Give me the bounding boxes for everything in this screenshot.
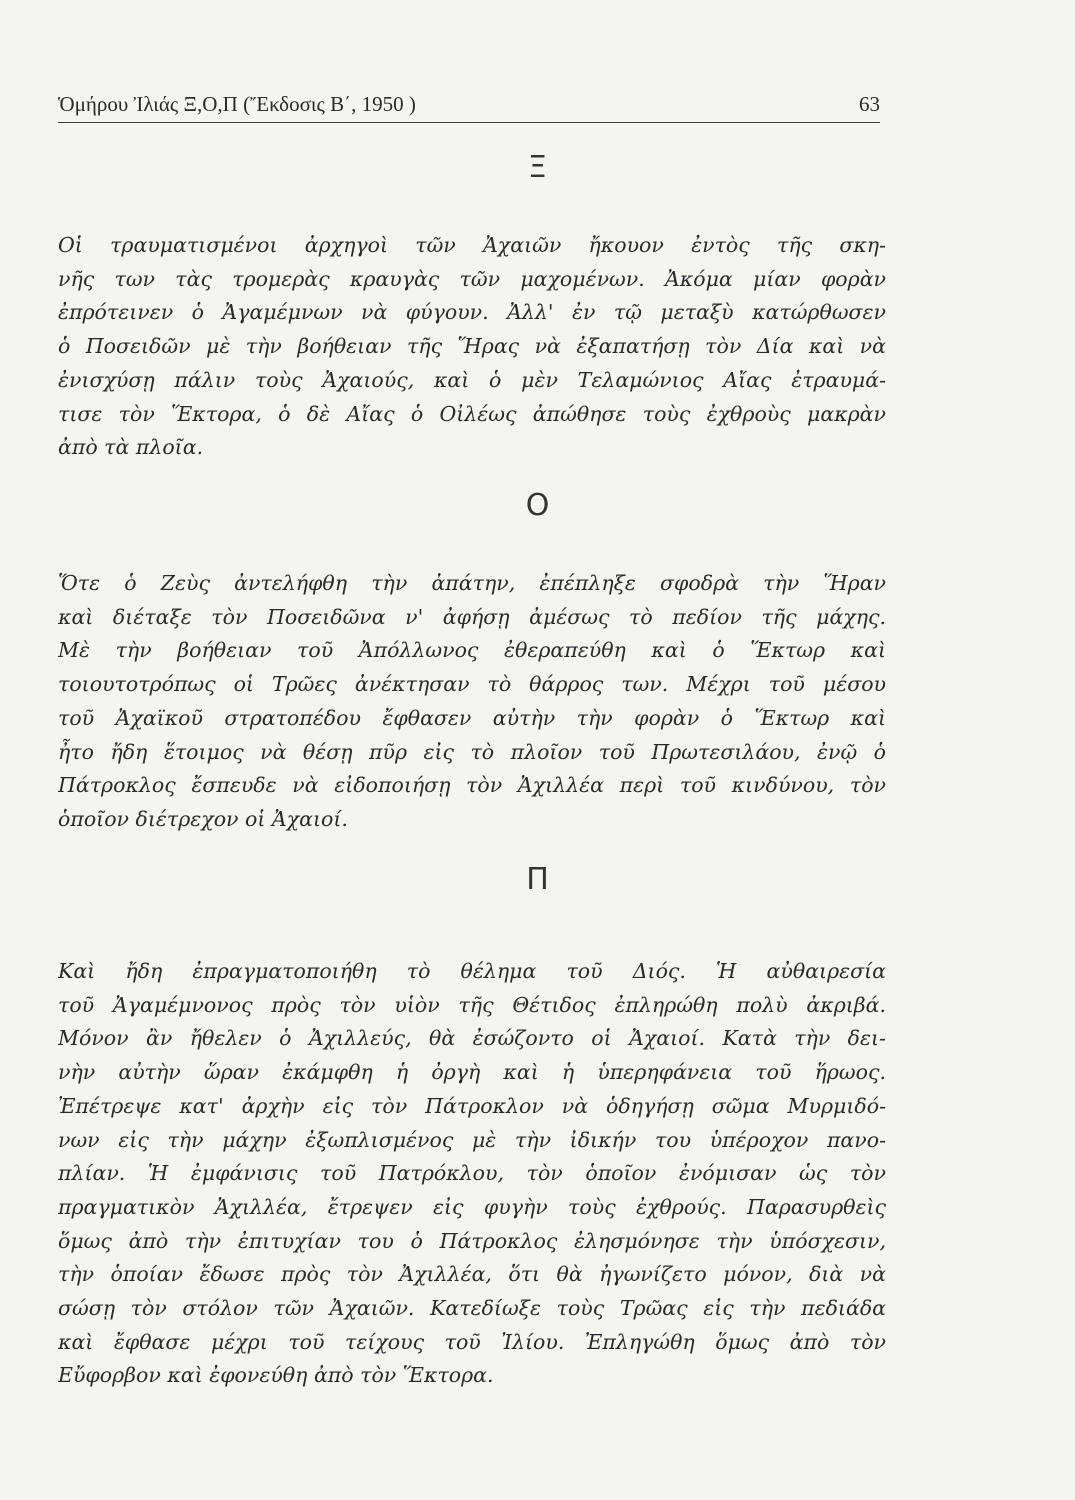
text-line: Μόνον ἂν ἤθελεν ὁ Ἀχιλλεύς, θὰ ἐσώζοντο οἱ Ἀχαιοί. Κατὰ τὴν δει- xyxy=(58,1026,886,1051)
text-line: ὁποῖον διέτρεχον οἱ Ἀχαιοί. xyxy=(58,806,348,831)
running-header xyxy=(58,86,880,123)
text-line: Οἱ τραυματισμένοι ἀρχηγοὶ τῶν Ἀχαιῶν ἤκουον ἐντὸς τῆς σκη- xyxy=(58,233,886,257)
text-line: νων εἰς τὴν μάχην ἐξωπλισμένος μὲ τὴν ἰδικήν του ὑπέροχον πανο- xyxy=(58,1127,886,1152)
text-line: ὅμως ἀπὸ τὴν ἐπιτυχίαν του ὁ Πάτροκλος ἐλησμόνησε τὴν ὑπόσχεσιν, xyxy=(58,1228,886,1253)
section-heading-pi: Π xyxy=(526,862,549,897)
text-line: ἐπρότεινεν ὁ Ἀγαμέμνων νὰ φύγουν. Ἀλλ' ἐν τῷ μεταξὺ κατώρθωσεν xyxy=(58,300,886,325)
text-line: τοῦ Ἀγαμέμνονος πρὸς τὸν υἱὸν τῆς Θέτιδος ἐπληρώθη πολὺ ἀκριβά. xyxy=(58,992,886,1017)
text-line: πραγματικὸν Ἀχιλλέα, ἔτρεψεν εἰς φυγὴν τοὺς ἐχθρούς. Παρασυρθεὶς xyxy=(58,1194,886,1219)
text-line: πλίαν. Ἡ ἐμφάνισις τοῦ Πατρόκλου, τὸν ὁποῖον ἐνόμισαν ὡς τὸν xyxy=(58,1161,886,1186)
page-number: 63 xyxy=(859,92,880,116)
text-line: νὴν αὐτὴν ὥραν ἐκάμφθη ἡ ὀργὴ καὶ ἡ ὑπερηφάνεια τοῦ ἥρωος. xyxy=(58,1060,886,1085)
section-omicron-paragraph xyxy=(58,567,886,837)
text-line: καὶ διέταξε τὸν Ποσειδῶνα ν' ἀφήσῃ ἀμέσως τὸ πεδίον τῆς μάχης. xyxy=(58,604,886,629)
header-title: Ὁμήρου Ἰλιάς Ξ,Ο,Π (Ἔκδοσις Β΄, 1950 ) xyxy=(58,92,416,116)
text-line: Μὲ τὴν βοήθειαν τοῦ Ἀπόλλωνος ἐθεραπεύθη καὶ ὁ Ἕκτωρ καὶ xyxy=(58,638,886,663)
text-line: Πάτροκλος ἔσπευδε νὰ εἰδοποιήσῃ τὸν Ἀχιλλέα περὶ τοῦ κινδύνου, τὸν xyxy=(58,773,886,798)
text-line: τοιουτοτρόπως οἱ Τρῶες ἀνέκτησαν τὸ θάρρος των. Μέχρι τοῦ μέσου xyxy=(58,672,886,697)
text-line: τισε τὸν Ἕκτορα, ὁ δὲ Αἴας ὁ Οἰλέως ἀπώθησε τοὺς ἐχθροὺς μακρὰν xyxy=(58,401,886,426)
text-line: ἐνισχύσῃ πάλιν τοὺς Ἀχαιούς, καὶ ὁ μὲν Τελαμώνιος Αἴας ἐτραυμά- xyxy=(58,367,886,392)
text-line: τὴν ὁποίαν ἔδωσε πρὸς τὸν Ἀχιλλέα, ὅτι θὰ ἠγωνίζετο μόνον, διὰ νὰ xyxy=(58,1262,886,1287)
text-line: ὁ Ποσειδῶν μὲ τὴν βοήθειαν τῆς Ἥρας νὰ ἐξαπατήσῃ τὸν Δία καὶ νὰ xyxy=(58,334,886,359)
text-line: τοῦ Ἀχαϊκοῦ στρατοπέδου ἔφθασεν αὐτὴν τὴν φορὰν ὁ Ἕκτωρ καὶ xyxy=(58,705,886,730)
text-line: ἀπὸ τὰ πλοῖα. xyxy=(58,435,204,460)
section-heading-omicron: Ο xyxy=(525,488,550,523)
text-line: νῆς των τὰς τρομερὰς κραυγὰς τῶν μαχομένων. Ἀκόμα μίαν φορὰν xyxy=(58,266,886,291)
section-pi-paragraph xyxy=(58,955,886,1393)
text-line: σώσῃ τὸν στόλον τῶν Ἀχαιῶν. Κατεδίωξε τοὺς Τρῶας εἰς τὴν πεδιάδα xyxy=(58,1296,886,1321)
text-line: Καὶ ἤδη ἐπραγματοποιήθη τὸ θέλημα τοῦ Διός. Ἡ αὐθαιρεσία xyxy=(58,959,886,983)
text-line: καὶ ἔφθασε μέχρι τοῦ τείχους τοῦ Ἰλίου. Ἐπληγώθη ὅμως ἀπὸ τὸν xyxy=(58,1329,886,1354)
text-line: Ὅτε ὁ Ζεὺς ἀντελήφθη τὴν ἀπάτην, ἐπέπληξε σφοδρὰ τὴν Ἥραν xyxy=(58,571,886,595)
text-line: Εὔφορβον καὶ ἐφονεύθη ἀπὸ τὸν Ἕκτορα. xyxy=(58,1363,494,1388)
section-heading-xi: Ξ xyxy=(528,150,547,185)
section-xi-paragraph xyxy=(58,229,886,465)
text-line: Ἐπέτρεψε κατ' ἀρχὴν εἰς τὸν Πάτροκλον νὰ ὁδηγήσῃ σῶμα Μυρμιδό- xyxy=(58,1093,886,1118)
text-line: ἦτο ἤδη ἕτοιμος νὰ θέσῃ πῦρ εἰς τὸ πλοῖον τοῦ Πρωτεσιλάου, ἐνῷ ὁ xyxy=(58,739,886,764)
